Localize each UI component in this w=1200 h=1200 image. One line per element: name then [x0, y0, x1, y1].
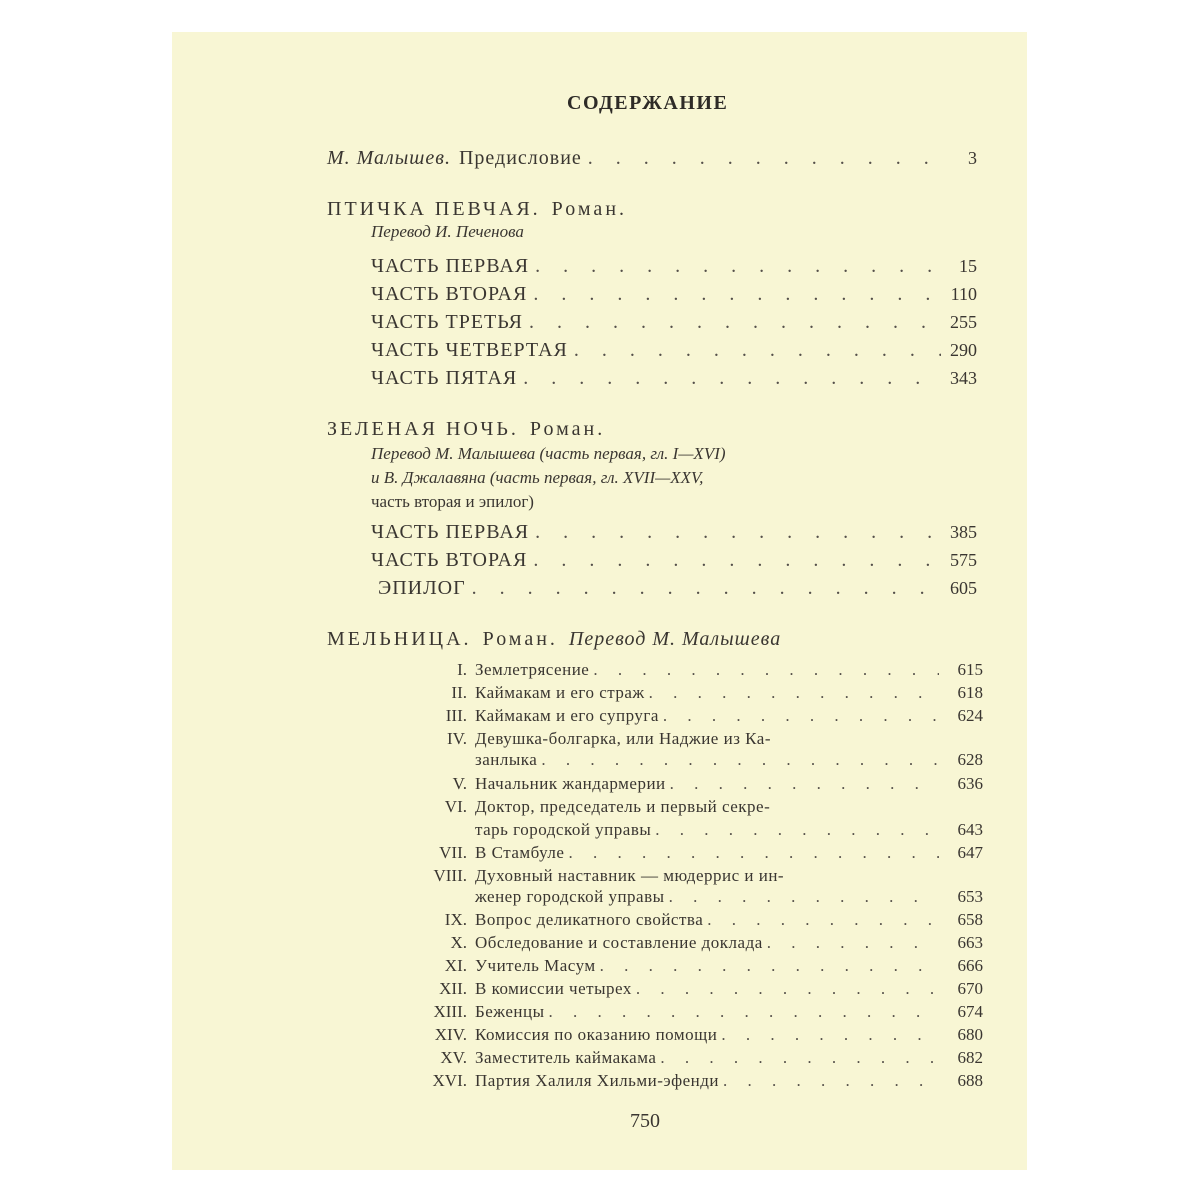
chapter-entry [405, 1071, 983, 1091]
chapter-entry [405, 797, 983, 817]
chapter-title: Заместитель каймакама [475, 1048, 657, 1067]
footer-page-number: 750 [630, 1110, 660, 1132]
chapter-title: Каймакам и его страж [475, 683, 645, 702]
page-number: 666 [957, 956, 983, 975]
dot-leader [588, 146, 941, 170]
dot-leader [535, 520, 941, 544]
chapter-title: Девушка-болгарка, или Наджие из Ка- [475, 729, 771, 748]
dot-leader [535, 254, 941, 278]
chapter-number: XIII. [433, 1002, 467, 1021]
chapter-number: VII. [439, 843, 467, 862]
chapter-entry [405, 979, 983, 999]
page-number: 624 [957, 706, 983, 725]
dot-leader [533, 548, 941, 572]
chapter-entry [405, 910, 983, 930]
page-number: 605 [950, 578, 977, 598]
toc-entry [371, 520, 977, 544]
dot-leader [636, 979, 939, 999]
chapter-number: III. [445, 706, 467, 725]
page-number: 615 [957, 660, 983, 679]
dot-leader [523, 366, 941, 390]
chapter-entry [405, 660, 983, 680]
translator-line: Перевод М. Малышева (часть первая, гл. I—XVI) [371, 444, 726, 463]
toc-entry [371, 310, 977, 334]
dot-leader [670, 774, 939, 794]
chapter-entry-continued [405, 820, 983, 840]
dot-leader [574, 338, 941, 362]
page-number: 255 [950, 312, 977, 332]
page-number: 290 [950, 340, 977, 360]
chapter-entry [405, 1002, 983, 1022]
chapter-title: Учитель Масум [475, 956, 596, 975]
page-heading: СОДЕРЖАНИЕ [567, 92, 729, 114]
chapter-number: VIII. [433, 866, 467, 885]
chapter-title: Начальник жандармерии [475, 774, 666, 793]
part-label: ЧАСТЬ ТРЕТЬЯ [371, 311, 524, 333]
chapter-title-continued: тарь городской управы [475, 820, 652, 839]
chapter-title: Комиссия по оказанию помощи [475, 1025, 718, 1044]
chapter-number: XIV. [434, 1025, 467, 1044]
chapter-entry [405, 843, 983, 863]
dot-leader [472, 576, 941, 600]
chapter-number: XII. [439, 979, 467, 998]
chapter-number: XI. [444, 956, 467, 975]
chapter-title: Вопрос деликатного свойства [475, 910, 704, 929]
dot-leader [549, 1002, 940, 1022]
dot-leader [541, 750, 939, 770]
translator-line: Перевод И. Печенова [371, 222, 524, 241]
dot-leader [721, 1025, 939, 1045]
page-number: 647 [957, 843, 983, 862]
dot-leader [707, 910, 939, 930]
page-number: 618 [957, 683, 983, 702]
dot-leader [529, 310, 941, 334]
toc-entry [371, 254, 977, 278]
chapter-title: Доктор, председатель и первый секре- [475, 797, 771, 816]
page-number: 674 [957, 1002, 983, 1021]
toc-entry [371, 338, 977, 362]
work-title: ПТИЧКА ПЕВЧАЯ. [327, 198, 541, 220]
preface-title: Предисловие [458, 147, 582, 169]
page-number: 680 [957, 1025, 983, 1044]
page-number: 658 [957, 910, 983, 929]
part-label: ЧАСТЬ ПЕРВАЯ [371, 255, 530, 277]
chapter-number: XVI. [432, 1071, 467, 1090]
chapter-title: Обследование и составление доклада [475, 933, 763, 952]
toc-entry-preface [327, 146, 977, 170]
part-label: ЧАСТЬ ПЕРВАЯ [371, 521, 530, 543]
part-label: ЭПИЛОГ [378, 577, 466, 599]
work-heading [327, 198, 627, 221]
chapter-title: Духовный наставник — мюдеррис и ин- [475, 866, 785, 885]
translator-line: часть вторая и эпилог) [371, 492, 534, 511]
chapter-entry [405, 706, 983, 726]
chapter-number: II. [451, 683, 467, 702]
chapter-entry [405, 774, 983, 794]
chapter-title: Беженцы [475, 1002, 545, 1021]
dot-leader [723, 1071, 939, 1091]
dot-leader [663, 706, 939, 726]
dot-leader [649, 683, 939, 703]
chapter-title: Партия Халиля Хильми-эфенди [475, 1071, 720, 1090]
chapter-number: XV. [440, 1048, 467, 1067]
work-heading [327, 418, 605, 441]
page-number: 575 [950, 550, 977, 570]
chapter-entry [405, 956, 983, 976]
page-number: 15 [959, 256, 977, 276]
page-number: 385 [950, 522, 977, 542]
chapter-number: IV. [447, 729, 467, 748]
chapter-title: В Стамбуле [475, 843, 565, 862]
page-number: 3 [968, 148, 977, 168]
dot-leader [600, 956, 939, 976]
page-number: 688 [957, 1071, 983, 1090]
work-heading [327, 628, 781, 651]
chapter-number: X. [450, 933, 467, 952]
dot-leader [660, 1048, 939, 1068]
dot-leader [593, 660, 939, 680]
chapter-number: VI. [444, 797, 467, 816]
dot-leader [767, 933, 939, 953]
chapter-title-continued: женер городской управы [475, 887, 665, 906]
preface-author: М. Малышев. [327, 147, 451, 169]
page-number: 653 [957, 887, 983, 906]
dot-leader [568, 843, 939, 863]
part-label: ЧАСТЬ ВТОРАЯ [371, 549, 528, 571]
page-number: 628 [957, 750, 983, 769]
chapter-entry [405, 729, 983, 749]
work-genre: Роман. [482, 628, 558, 650]
toc-entry [371, 282, 977, 306]
chapter-entry [405, 933, 983, 953]
page-number: 343 [950, 368, 977, 388]
work-translator: Перевод М. Малышева [568, 628, 782, 650]
toc-entry [371, 366, 977, 390]
page-number: 643 [957, 820, 983, 839]
dot-leader [533, 282, 941, 306]
work-genre: Роман. [529, 418, 606, 440]
toc-entry [371, 548, 977, 572]
chapter-title: В комиссии четырех [475, 979, 632, 998]
page-number: 110 [950, 284, 977, 304]
dot-leader [655, 820, 939, 840]
page-number: 670 [957, 979, 983, 998]
chapter-entry [405, 866, 983, 886]
toc-entry [378, 576, 977, 600]
part-label: ЧАСТЬ ВТОРАЯ [371, 283, 528, 305]
work-title: ЗЕЛЕНАЯ НОЧЬ. [327, 418, 519, 440]
chapter-entry-continued [405, 887, 983, 907]
part-label: ЧАСТЬ ПЯТАЯ [371, 367, 518, 389]
work-genre: Роман. [551, 198, 628, 220]
chapter-entry-continued [405, 750, 983, 770]
translator-line: и В. Джалавяна (часть первая, гл. XVII—XXV, [371, 468, 704, 487]
chapter-number: IX. [444, 910, 467, 929]
chapter-number: V. [452, 774, 467, 793]
work-title: МЕЛЬНИЦА. [327, 628, 472, 650]
page-number: 682 [957, 1048, 983, 1067]
page-number: 663 [957, 933, 983, 952]
chapter-title: Каймакам и его супруга [475, 706, 659, 725]
chapter-entry [405, 1048, 983, 1068]
chapter-title-continued: занлыка [475, 750, 538, 769]
chapter-entry [405, 683, 983, 703]
page-number: 636 [957, 774, 983, 793]
dot-leader [669, 887, 939, 907]
chapter-entry [405, 1025, 983, 1045]
chapter-number: I. [457, 660, 467, 679]
part-label: ЧАСТЬ ЧЕТВЕРТАЯ [371, 339, 568, 361]
chapter-title: Землетрясение [475, 660, 590, 679]
